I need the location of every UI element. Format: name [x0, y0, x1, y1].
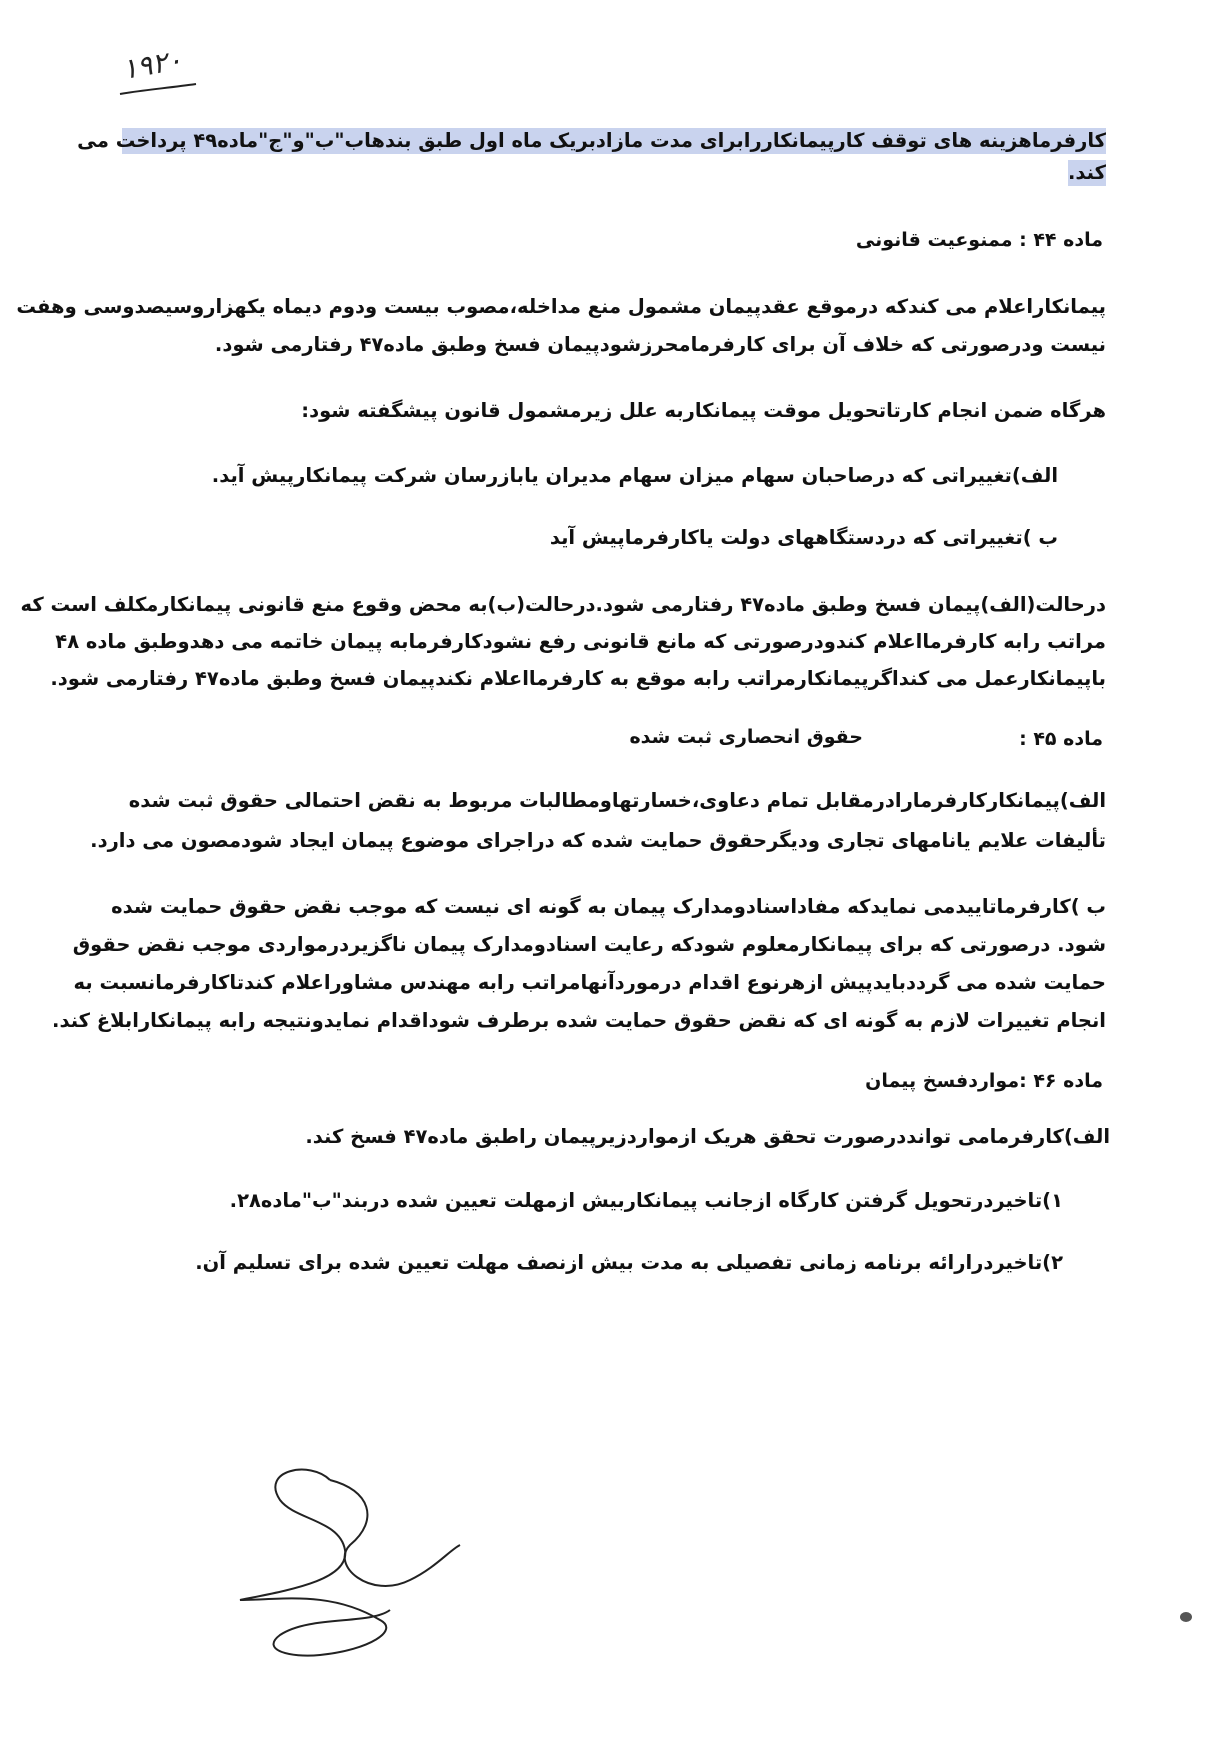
paragraph-4-line-3: باپیمانکارعمل می کنداگرپیمانکارمراتب رابه موقع به کارفرمااعلام نکندپیمان فسخ وطبق ماده۴۷ رفتارمی شود. — [50, 667, 1106, 690]
paragraph-6-line-1: ب )کارفرماتاییدمی نمایدکه مفاداسنادومدارک پیمان به گونه ای نیست که موجب نقض حقوق حمایت شده — [111, 895, 1106, 918]
article-45-number: ماده ۴۵ : — [1019, 728, 1103, 750]
paragraph-5-line-2: تألیفات علایم یانامهای تجاری ودیگرحقوق حمایت شده که دراجرای موضوع پیمان ایجاد شودمصون می دارد. — [90, 829, 1106, 852]
paragraph-3-item-b: ب )تغییراتی که دردستگاههای دولت یاکارفرماپیش آید — [549, 526, 1058, 549]
paragraph-2-line-2: نیست ودرصورتی که خلاف آن برای کارفرمامحرزشودپیمان فسخ وطبق ماده۴۷ رفتارمی شود. — [214, 333, 1106, 356]
page-number: ۱۹۲۰ — [119, 43, 185, 86]
paragraph-6-line-3: حمایت شده می گرددبایدپیش ازهرنوع اقدام درموردآنهامراتب رابه مهندس مشاوراعلام کندتاکارفرمانسبت به — [73, 971, 1106, 994]
paragraph-7: الف)کارفرمامی توانددرصورت تحقق هریک ازمواردزیرپیمان راطبق ماده۴۷ فسخ کند. — [305, 1125, 1110, 1148]
handwritten-signature — [220, 1450, 480, 1690]
paragraph-7-item-2: ۲)تاخیردرارائه برنامه زمانی تفصیلی به مدت بیش ازنصف مهلت تعیین شده برای تسلیم آن. — [195, 1251, 1063, 1274]
paragraph-5-line-1: الف)پیمانکارکارفرمارادرمقابل تمام دعاوی،خسارتهاومطالبات مربوط به نقض احتمالی حقوق ثبت شده — [128, 789, 1106, 812]
paragraph-7-item-1: ۱)تاخیردرتحویل گرفتن کارگاه ازجانب پیمانکاربیش ازمهلت تعیین شده دربند"ب"ماده۲۸. — [229, 1189, 1063, 1212]
paragraph-6-line-2: شود. درصورتی که برای پیمانکارمعلوم شودکه رعایت اسنادومدارک پیمان ناگزیردرمواردی موجب نقض حقوق — [72, 933, 1106, 956]
ink-spot — [1180, 1612, 1192, 1622]
page-number-underline — [118, 80, 198, 100]
paragraph-3-item-a: الف)تغییراتی که درصاحبان سهام میزان سهام مدیران یابازرسان شرکت پیمانکارپیش آید. — [211, 464, 1058, 487]
paragraph-2-line-1: پیمانکاراعلام می کندکه درموقع عقدپیمان مشمول منع مداخله،مصوب بیست ودوم دیماه یکهزاروسیصدوسی وهفت — [16, 295, 1106, 318]
article-46-heading: ماده ۴۶ :مواردفسخ پیمان — [865, 1070, 1103, 1092]
paragraph-3: هرگاه ضمن انجام کارتاتحویل موقت پیمانکاربه علل زیرمشمول قانون پیشگفته شود: — [301, 399, 1106, 422]
article-45-title: حقوق انحصاری ثبت شده — [629, 726, 863, 748]
paragraph-4-line-2: مراتب رابه کارفرمااعلام کندودرصورتی که مانع قانونی رفع نشودکارفرمابه پیمان خاتمه می دهدوطبق ماده ۴۸ — [55, 630, 1106, 653]
paragraph-4-line-1: درحالت(الف)پیمان فسخ وطبق ماده۴۷ رفتارمی شود.درحالت(ب)به محض وقوع منع قانونی پیمانکارمکلف است که — [20, 593, 1106, 616]
paragraph-1-line-1: کارفرماهزینه های توقف کارپیمانکاررابرای مدت مازادبریک ماه اول طبق بندهاب"ب"و"ج"ماده۴۹ پرداخت می — [77, 129, 1106, 152]
paragraph-6-line-4: انجام تغییرات لازم به گونه ای که نقض حقوق حمایت شده برطرف شوداقدام نمایدونتیجه رابه پیمانکارابلاغ کند. — [52, 1009, 1106, 1032]
paragraph-1-line-2: کند. — [1068, 161, 1106, 184]
article-44-heading: ماده ۴۴ : ممنوعیت قانونی — [855, 229, 1103, 251]
